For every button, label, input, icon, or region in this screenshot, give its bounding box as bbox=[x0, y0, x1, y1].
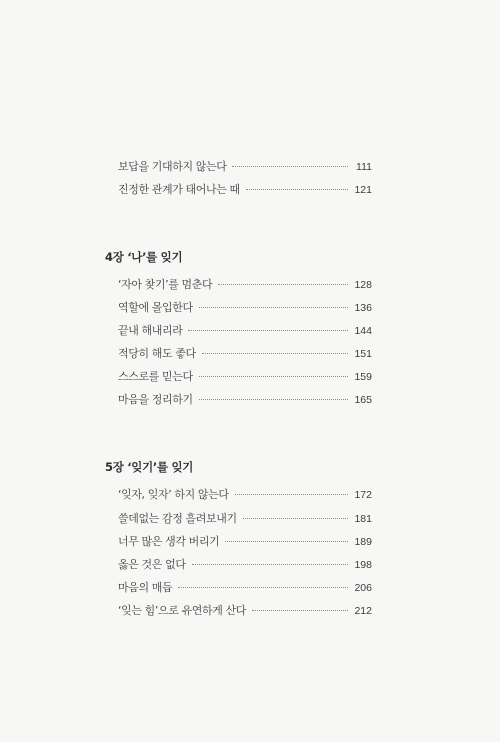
toc-entry bbox=[118, 556, 372, 572]
dot-leader bbox=[252, 610, 348, 611]
toc-entry bbox=[118, 510, 372, 526]
toc-entry bbox=[118, 486, 372, 502]
toc-entry-title: 보답을 기대하지 않는다 bbox=[118, 160, 227, 173]
toc-entry-title: 진정한 관계가 태어나는 때 bbox=[118, 183, 240, 196]
toc-entry-page: 165 bbox=[354, 394, 372, 406]
dot-leader bbox=[243, 518, 348, 519]
toc-entry-title: ‘잊자, 잊자’ 하지 않는다 bbox=[118, 488, 229, 501]
dot-leader bbox=[218, 284, 348, 285]
toc-entry bbox=[118, 276, 372, 292]
toc-entry-title: 옳은 것은 없다 bbox=[118, 558, 186, 571]
toc-entry-page: 172 bbox=[354, 489, 372, 501]
toc-entry bbox=[118, 579, 372, 595]
toc-entry-page: 128 bbox=[354, 279, 372, 291]
toc-entry-page: 198 bbox=[354, 559, 372, 571]
toc-entry-page: 144 bbox=[354, 325, 372, 337]
dot-leader bbox=[199, 376, 348, 377]
toc-entry-title: 너무 많은 생각 버리기 bbox=[118, 535, 220, 548]
dot-leader bbox=[178, 587, 348, 588]
toc-entry-title: ‘자아 찾기’를 멈춘다 bbox=[118, 278, 213, 291]
toc-entry-title: 마음을 정리하기 bbox=[118, 393, 193, 406]
dot-leader bbox=[232, 166, 348, 167]
dot-leader bbox=[192, 564, 348, 565]
toc-entry-title: 적당히 해도 좋다 bbox=[118, 347, 196, 360]
dot-leader bbox=[199, 399, 348, 400]
toc-entry-title: 마음의 매듭 bbox=[118, 581, 173, 594]
toc-entry-page: 212 bbox=[354, 605, 372, 617]
dot-leader bbox=[188, 330, 348, 331]
toc-entry-title: ‘잊는 힘’으로 유연하게 산다 bbox=[118, 604, 246, 617]
toc-entry-page: 159 bbox=[354, 371, 372, 383]
dot-leader bbox=[225, 541, 348, 542]
toc-entry bbox=[118, 602, 372, 618]
toc-entry bbox=[118, 181, 372, 197]
toc-entry bbox=[118, 345, 372, 361]
toc-entry bbox=[118, 322, 372, 338]
toc-entry-title: 역할에 몰입한다 bbox=[118, 301, 193, 314]
toc-entry-page: 111 bbox=[356, 161, 372, 173]
chapter-heading: 4장 ‘나’를 잊기 bbox=[105, 250, 183, 264]
toc-entry-page: 151 bbox=[354, 348, 372, 360]
toc-entry bbox=[118, 158, 372, 174]
toc-entry-page: 206 bbox=[354, 582, 372, 594]
dot-leader bbox=[246, 189, 348, 190]
toc-entry bbox=[118, 368, 372, 384]
dot-leader bbox=[199, 307, 348, 308]
toc-entry-page: 121 bbox=[354, 184, 372, 196]
toc-entry-page: 189 bbox=[354, 536, 372, 548]
toc-entry-title: 스스로를 믿는다 bbox=[118, 370, 193, 383]
dot-leader bbox=[235, 494, 348, 495]
toc-entry-page: 181 bbox=[354, 513, 372, 525]
toc-entry-title: 쓸데없는 감정 흘려보내기 bbox=[118, 512, 237, 525]
dot-leader bbox=[202, 353, 348, 354]
toc-entry-page: 136 bbox=[354, 302, 372, 314]
toc-entry-title: 끝내 해내리라 bbox=[118, 324, 183, 337]
toc-entry bbox=[118, 391, 372, 407]
chapter-heading: 5장 ‘잊기’를 잊기 bbox=[105, 460, 194, 474]
toc-entry bbox=[118, 533, 372, 549]
toc-entry bbox=[118, 299, 372, 315]
